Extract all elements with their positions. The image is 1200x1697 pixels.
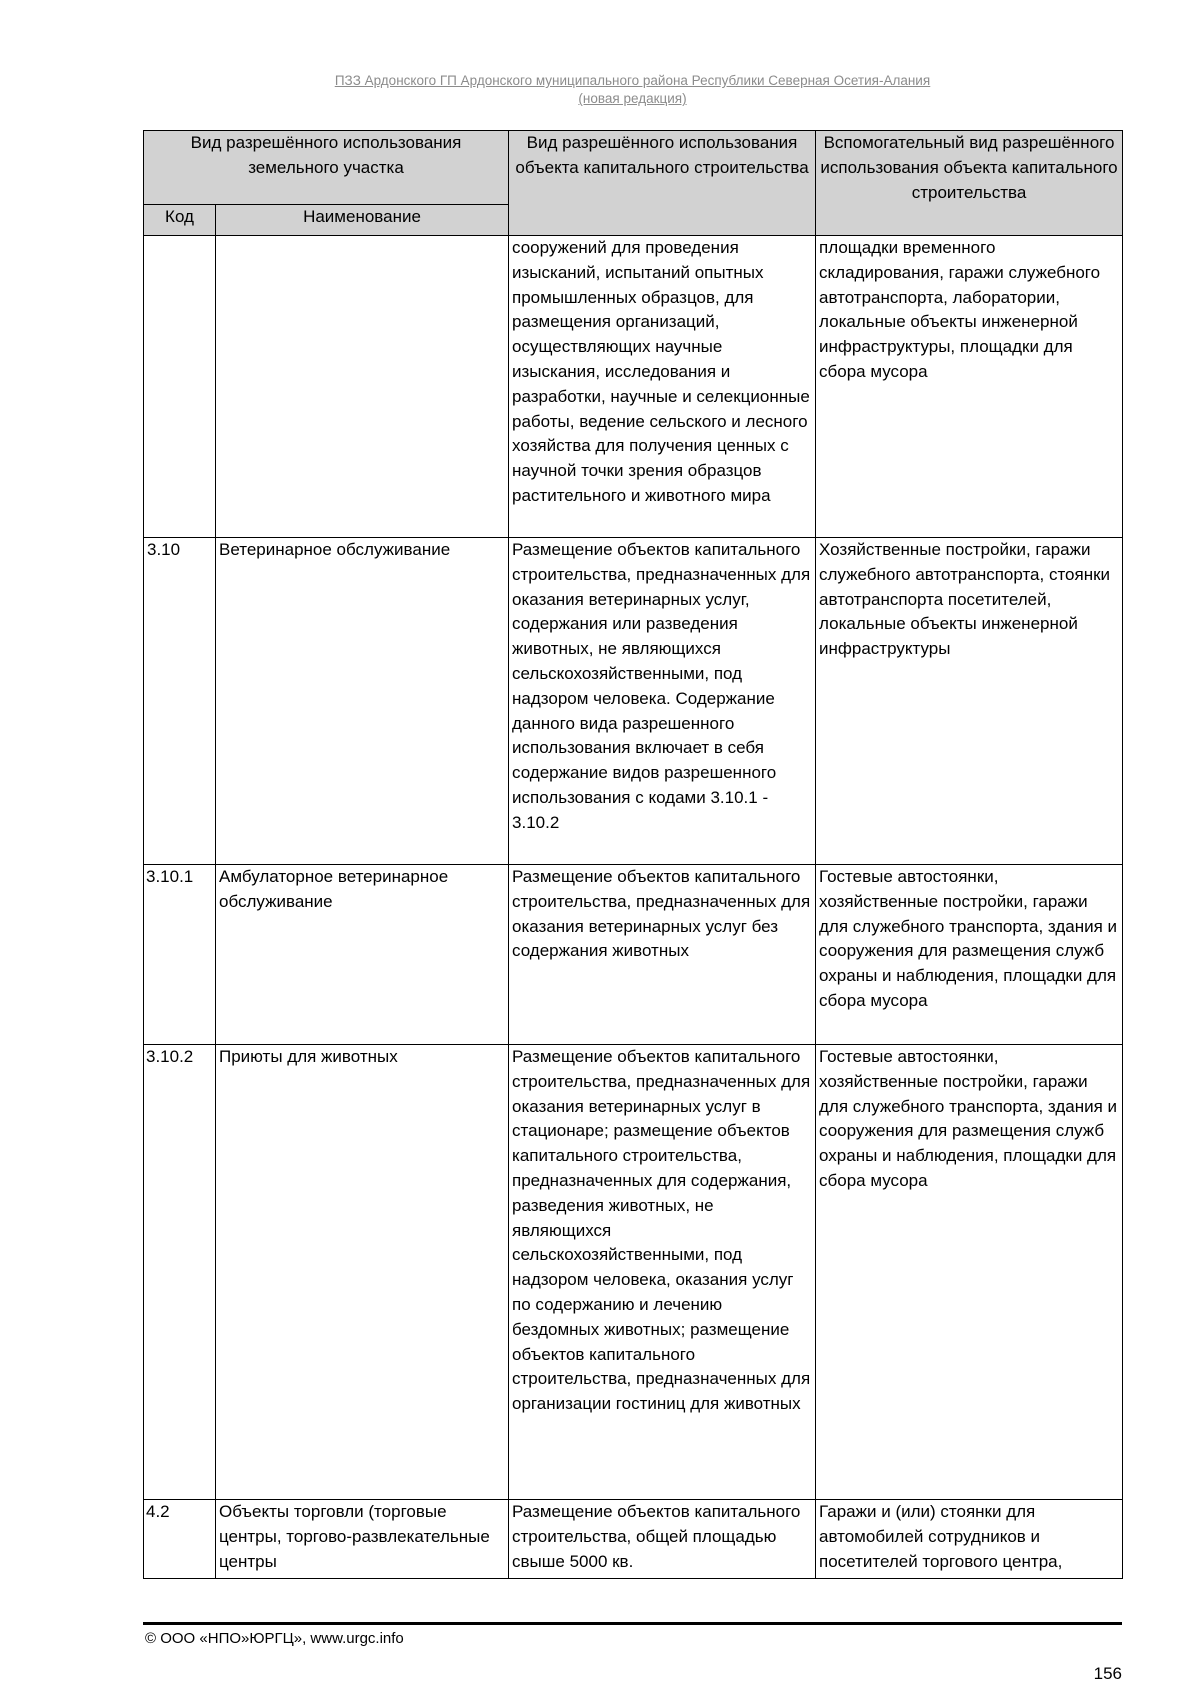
table-row [144, 236, 1123, 538]
row-auxiliary-use: Гаражи и (или) стоянки для автомобилей сотрудников и посетителей торгового центра, [816, 1500, 1123, 1579]
row-auxiliary-use: Гостевые автостоянки, хозяйственные постройки, гаражи для служебного транспорта, здания и сооружения для размещения служб охраны и наблюдения, площадки для сбора мусора [816, 865, 1123, 1045]
header-line-2: (новая редакция) [578, 91, 687, 106]
header-capital-construction-use: Вид разрешённого использования объекта капитального строительства [509, 131, 816, 236]
row-name: Приюты для животных [216, 1045, 509, 1500]
header-line-1: ПЗЗ Ардонского ГП Ардонского муниципального района Республики Северная Осетия-Алания [334, 73, 931, 88]
footer-divider [143, 1622, 1122, 1625]
row-code [144, 236, 216, 538]
row-name [216, 236, 509, 538]
row-main-use: Размещение объектов капитального строительства, предназначенных для оказания ветеринарных услуг, содержания или разведения животных, не являющихся сельскохозяйственными, под надзором человека. Содержание данного вида разрешенного использования включает в себя содержание видов разрешенного использования с кодами 3.10.1 - 3.10.2 [509, 538, 816, 865]
row-main-use: Размещение объектов капитального строительства, предназначенных для оказания ветеринарных услуг без содержания животных [509, 865, 816, 1045]
row-auxiliary-use: Хозяйственные постройки, гаражи служебного автотранспорта, стоянки автотранспорта посетителей, локальные объекты инженерной инфраструктуры [816, 538, 1123, 865]
row-main-use: сооружений для проведения изысканий, испытаний опытных промышленных образцов, для размещения организаций, осуществляющих научные изыскания, исследования и разработки, научные и селекционные работы, ведение сельского и лесного хозяйства для получения ценных с научной точки зрения образцов растительного и животного мира [509, 236, 816, 538]
page-number: 156 [1093, 1664, 1122, 1683]
row-name: Амбулаторное ветеринарное обслуживание [216, 865, 509, 1045]
row-main-use: Размещение объектов капитального строительства, общей площадью свыше 5000 кв. [509, 1500, 816, 1579]
table-row [144, 865, 1123, 1045]
row-code: 3.10.2 [144, 1045, 216, 1500]
page-header [143, 72, 1122, 108]
header-name: Наименование [216, 205, 509, 236]
row-main-use: Размещение объектов капитального строительства, предназначенных для оказания ветеринарных услуг в стационаре; размещение объектов капитального строительства, предназначенных для содержания, разведения животных, не являющихся сельскохозяйственными, под надзором человека, оказания услуг по содержанию и лечению бездомных животных; размещение объектов капитального строительства, предназначенных для организации гостиниц для животных [509, 1045, 816, 1500]
zoning-table [143, 130, 1123, 1579]
row-name: Ветеринарное обслуживание [216, 538, 509, 865]
header-auxiliary-use: Вспомогательный вид разрешённого использования объекта капитального строительства [816, 131, 1123, 236]
table-row [144, 538, 1123, 865]
header-land-use-group: Вид разрешённого использования земельного участка [144, 131, 509, 205]
table-row [144, 1500, 1123, 1579]
row-code: 3.10.1 [144, 865, 216, 1045]
row-auxiliary-use: Гостевые автостоянки, хозяйственные постройки, гаражи для служебного транспорта, здания и сооружения для размещения служб охраны и наблюдения, площадки для сбора мусора [816, 1045, 1123, 1500]
row-name: Объекты торговли (торговые центры, торгово-развлекательные центры [216, 1500, 509, 1579]
footer-copyright: © ООО «НПО»ЮРГЦ», www.urgc.info [145, 1630, 404, 1647]
header-code: Код [144, 205, 216, 236]
row-code: 3.10 [144, 538, 216, 865]
row-auxiliary-use: площадки временного складирования, гаражи служебного автотранспорта, лаборатории, локальные объекты инженерной инфраструктуры, площадки для сбора мусора [816, 236, 1123, 538]
table-row [144, 1045, 1123, 1500]
row-code: 4.2 [144, 1500, 216, 1579]
